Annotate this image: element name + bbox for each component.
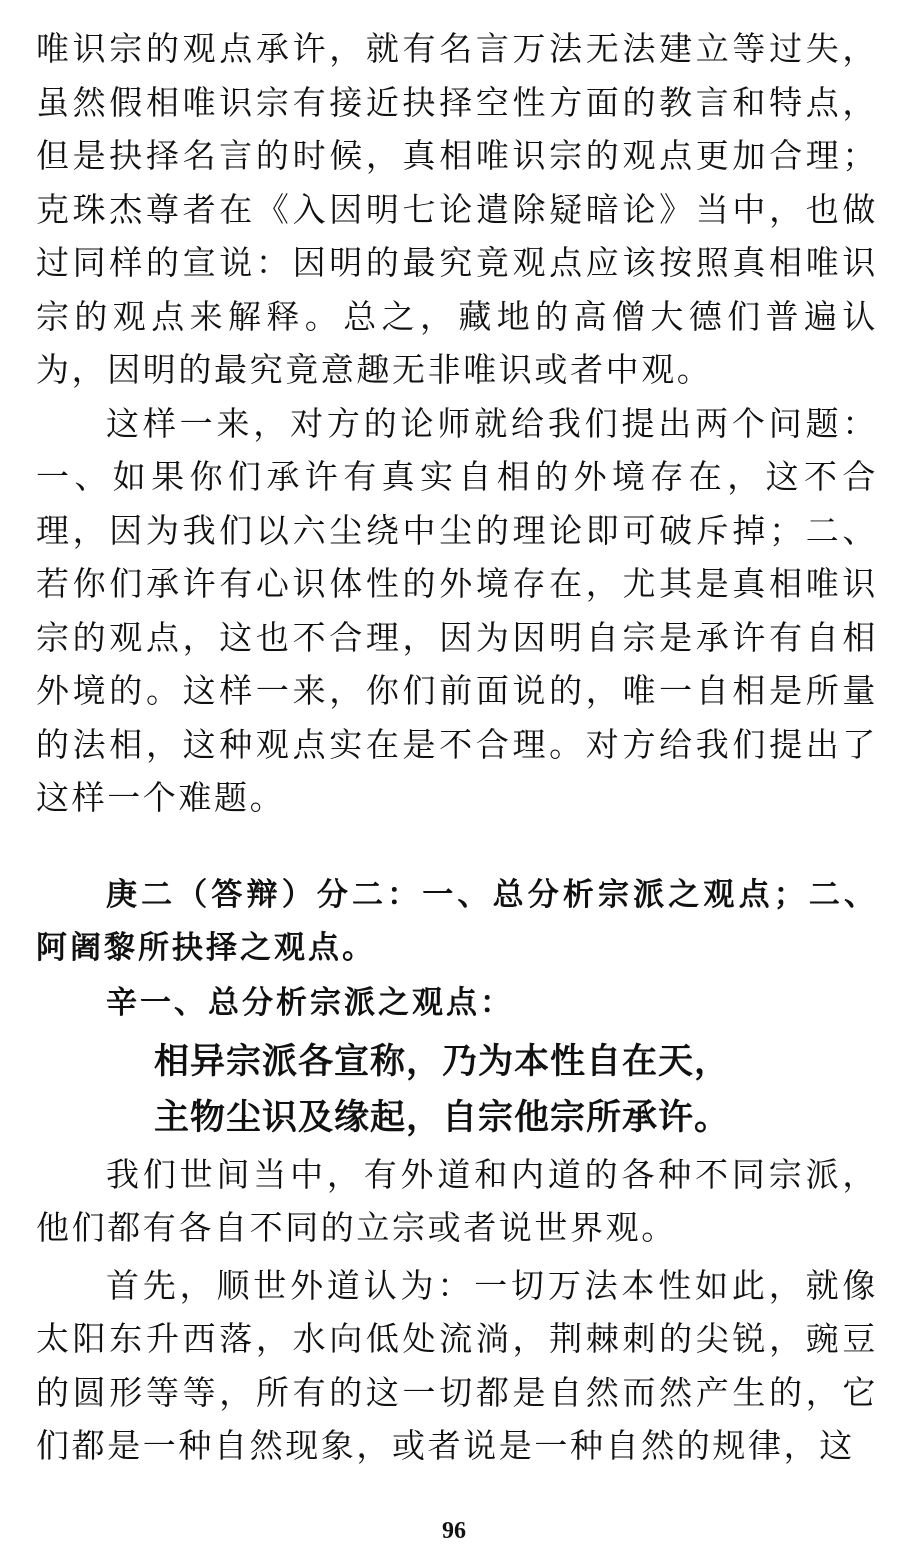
paragraph-opponent-questions: 这样一来，对方的论师就给我们提出两个问题：一、如果你们承许有真实自相的外境存在，这不合理，因为我们以六尘绕中尘的理论即可破斥掉；二、若你们承许有心识体性的外境存在，尤其是真相唯识宗的观点，这也不合理，因为因明自宗是承许有自相外境的。这样一来，你们前面说的，唯一自相是所量的法相，这种观点实在是不合理。对方给我们提出了这样一个难题。 <box>36 403 878 817</box>
verse-line-2: 主物尘识及缘起，自宗他宗所承许。 <box>154 1097 731 1138</box>
paragraph-world-views: 我们世间当中，有外道和内道的各种不同宗派，他们都有各自不同的立宗或者说世界观。 <box>36 1154 878 1247</box>
section-gap <box>36 825 878 869</box>
subsection-heading: 辛一、总分析宗派之观点： <box>106 984 514 1021</box>
verse-line-1: 相异宗派各宣称，乃为本性自在天， <box>154 1041 731 1082</box>
page-content <box>36 22 878 1473</box>
section-heading-reply: 庚二（答辩）分二：一、总分析宗派之观点；二、阿阇黎所抉择之观点。 <box>36 876 878 966</box>
paragraph-materialists: 首先，顺世外道认为：一切万法本性如此，就像太阳东升西落，水向低处流淌，荆棘刺的尖锐，豌豆的圆形等等，所有的这一切都是自然而然产生的，它们都是一种自然现象，或者说是一种自然的规律，这 <box>36 1265 878 1465</box>
page-number: 96 <box>442 1518 466 1544</box>
paragraph-yogacara-views: 唯识宗的观点承许，就有名言万法无法建立等过失，虽然假相唯识宗有接近抉择空性方面的教言和特点，但是抉择名言的时候，真相唯识宗的观点更加合理；克珠杰尊者在《入因明七论遣除疑暗论》当中，也做过同样的宣说：因明的最究竟观点应该按照真相唯识宗的观点来解释。总之，藏地的高僧大德们普遍认为，因明的最究竟意趣无非唯识或者中观。 <box>36 29 878 389</box>
